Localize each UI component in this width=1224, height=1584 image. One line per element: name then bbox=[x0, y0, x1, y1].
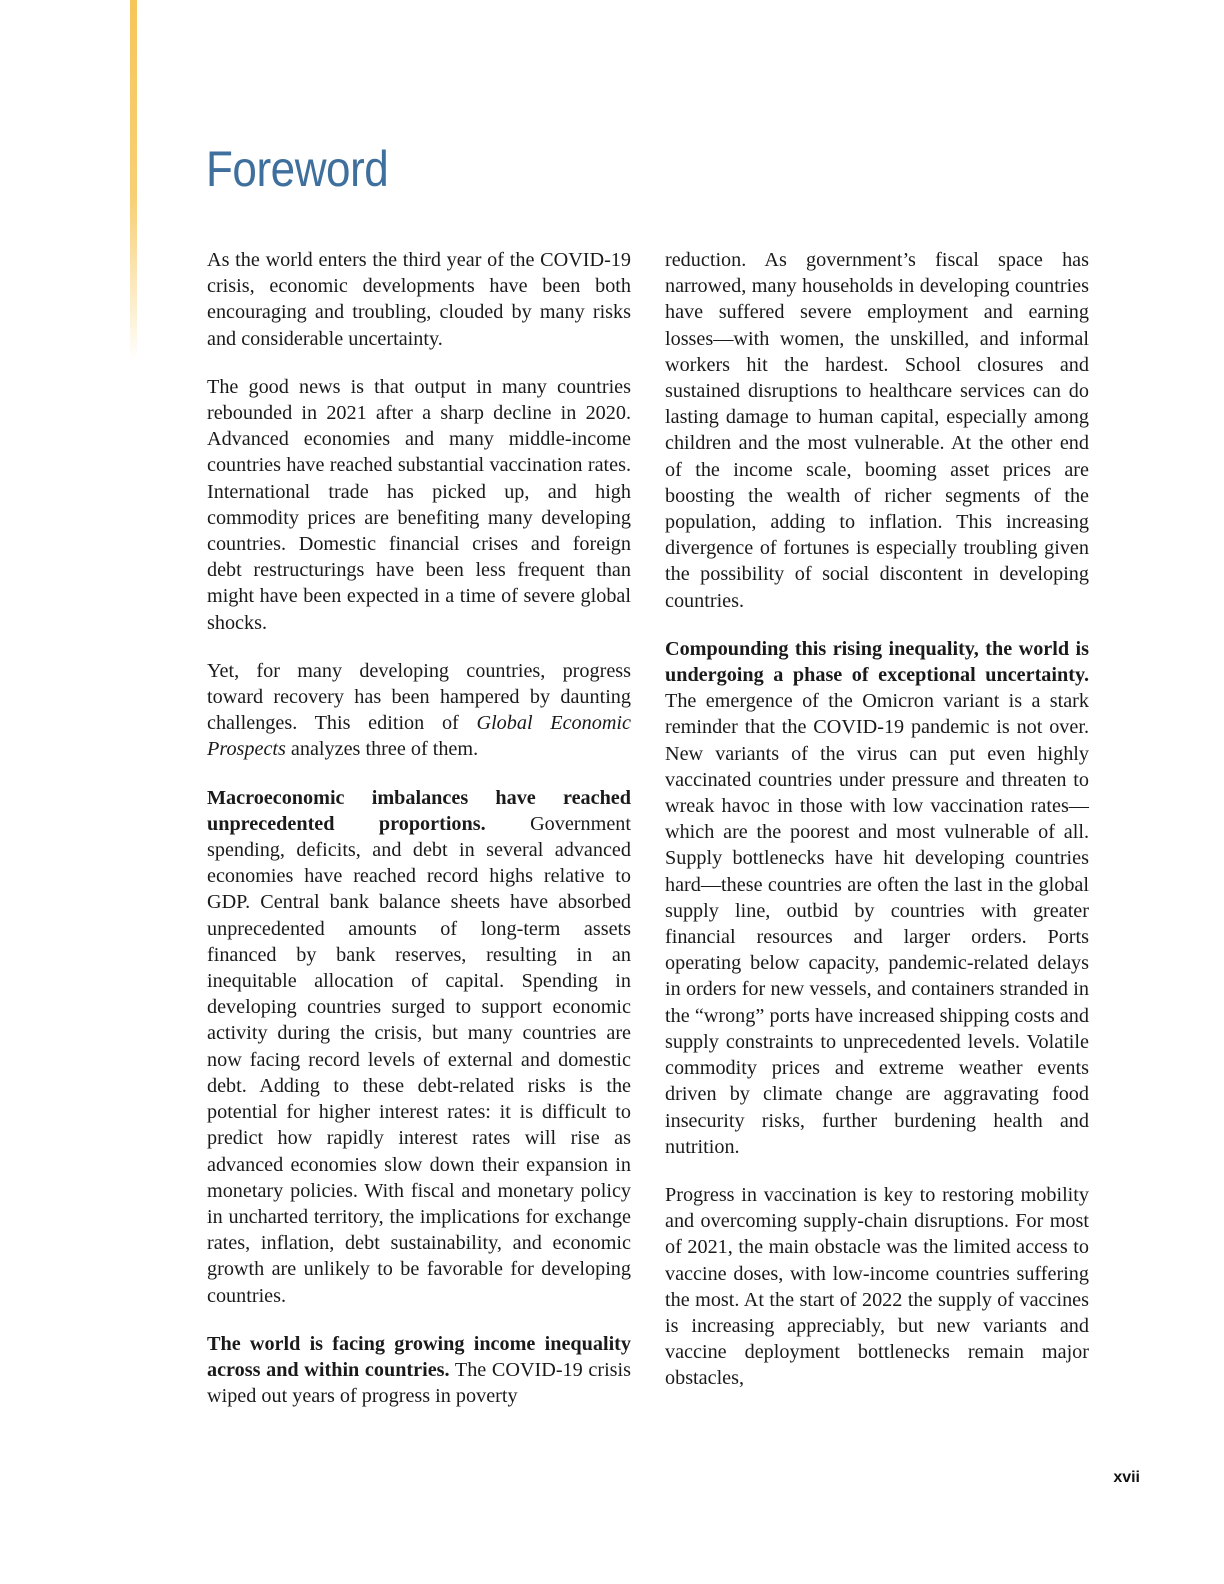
paragraph-text: Government spending, deficits, and debt in several advanced economies have reached record highs relative to GDP. Central bank balance sheets have absorbed unprecedented amounts of long-term assets financed by bank reserves, resulting in an inequitable allocation of capital. Spending in developing countries surged to support economic activity during the crisis, but many countries are now facing record levels of external and domestic debt. Adding to these debt-related risks is the potential for higher interest rates: it is difficult to predict how rapidly interest rates will rise as advanced economies slow down their expansion in monetary policies. With fiscal and monetary policy in uncharted territory, the implications for exchange rates, inflation, debt sustainability, and economic growth are unlikely to be favorable for developing countries. bbox=[207, 812, 631, 1307]
lead-sentence: The world is facing growing income inequality across and within countries. bbox=[207, 1332, 631, 1381]
lead-sentence: Compounding this rising inequality, the world is undergoing a phase of exceptional uncertainty. bbox=[665, 637, 1089, 687]
paragraph bbox=[665, 636, 1089, 1160]
paragraph bbox=[207, 1331, 631, 1410]
lead-sentence: Macroeconomic imbalances have reached unprecedented proportions. bbox=[207, 786, 631, 835]
publication-title: Global Economic Prospects bbox=[207, 712, 631, 761]
accent-bar bbox=[130, 0, 137, 360]
paragraph: Progress in vaccination is key to restoring mobility and overcoming supply-chain disruptions. For most of 2021, the main obstacle was the limited access to vaccine doses, with low-income countries suffering the most. At the start of 2022 the supply of vaccines is increasing appreciably, but new variants and vaccine deployment bottlenecks remain major obstacles, bbox=[665, 1183, 1089, 1390]
paragraph bbox=[207, 658, 631, 763]
page-number: xvii bbox=[1113, 1469, 1140, 1486]
page-title: Foreword bbox=[206, 141, 389, 197]
left-column bbox=[207, 247, 631, 1431]
paragraph-text: The emergence of the Omicron variant is a stark reminder that the COVID-19 pandemic is not over. New variants of the virus can put even highly vaccinated countries under pressure and threaten to wreak havoc in those with low vaccination rates—which are the poorest and most vulnerable of all. Supply bottlenecks have hit developing countries hard—these countries are often the last in the global supply line, outbid by countries with greater financial resources and larger orders. Ports operating below capacity, pandemic-related delays in orders for new vessels, and containers stranded in the “wrong” ports have increased shipping costs and supply constraints to unprecedented levels. Volatile commodity prices and extreme weather events driven by climate change are aggravating food insecurity risks, further burdening health and nutrition. bbox=[665, 690, 1089, 1158]
paragraph: As the world enters the third year of the COVID-19 crisis, economic developments have been both encouraging and troubling, clouded by many risks and considerable uncertainty. bbox=[207, 249, 631, 350]
paragraph-text: The COVID-19 crisis wiped out years of progress in poverty bbox=[207, 1358, 632, 1408]
paragraph-text: Yet, for many developing countries, progress toward recovery has been hampered by daunting challenges. This edition of bbox=[207, 659, 631, 735]
paragraph: reduction. As government’s fiscal space has narrowed, many households in developing countries have suffered severe employment and earning losses—with women, the unskilled, and informal workers hit the hardest. School closures and sustained disruptions to healthcare services can do lasting damage to human capital, especially among children and the most vulnerable. At the other end of the income scale, booming asset prices are boosting the wealth of richer segments of the population, adding to inflation. This increasing divergence of fortunes is especially troubling given the possibility of social discontent in developing countries. bbox=[665, 249, 1089, 612]
right-column bbox=[665, 247, 1089, 1414]
paragraph bbox=[207, 785, 631, 1309]
paragraph-text: analyzes three of them. bbox=[285, 738, 479, 761]
paragraph: The good news is that output in many countries rebounded in 2021 after a sharp decline in 2020. Advanced economies and many middle-income countries have reached substantial vaccination rates. International trade has picked up, and high commodity prices are benefiting many developing countries. Domestic financial crises and foreign debt restructurings have been less frequent than might have been expected in a time of severe global shocks. bbox=[207, 375, 631, 634]
